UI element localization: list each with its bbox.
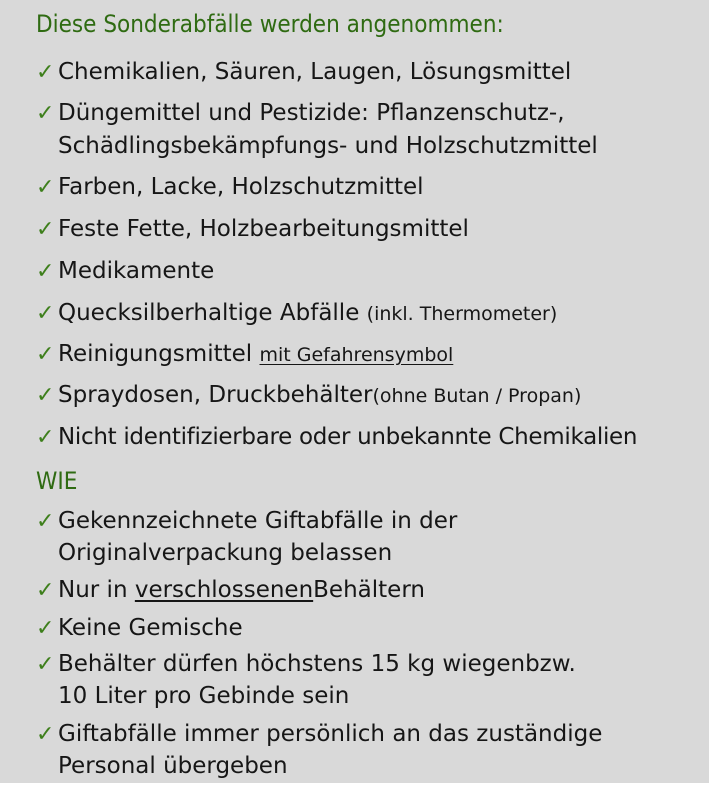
checkmark-icon: ✓ — [36, 652, 55, 677]
checkmark-icon: ✓ — [36, 616, 55, 641]
checkmark-icon: ✓ — [36, 175, 55, 200]
list-item-hand-over-continued: Personal übergeben — [58, 753, 288, 779]
list-item-unknown-chemicals: ✓ Nicht identifizierbare oder unbekannte Chemikalien — [36, 421, 637, 454]
list-item-chemicals: ✓ Chemikalien, Säuren, Laugen, Lösungsmittel — [36, 56, 571, 89]
item-note: (inkl. Thermometer) — [366, 303, 558, 325]
list-item-paints: ✓ Farben, Lacke, Holzschutzmittel — [36, 171, 424, 204]
checkmark-icon: ✓ — [36, 259, 55, 284]
accepted-waste-heading: Diese Sonderabfälle werden angenommen: — [36, 10, 504, 38]
checkmark-icon: ✓ — [36, 578, 55, 603]
list-item-original-packaging: ✓ Gekennzeichnete Giftabfälle in der — [36, 505, 457, 538]
item-note: (ohne Butan / Propan) — [372, 385, 582, 407]
checkmark-icon: ✓ — [36, 101, 55, 126]
checkmark-icon: ✓ — [36, 60, 55, 85]
checkmark-icon: ✓ — [36, 301, 55, 326]
list-item-spray-cans: ✓ Spraydosen, Druckbehälter(ohne Butan / Propan) — [36, 379, 581, 413]
list-item-closed-containers: ✓ Nur in verschlossenenBehältern — [36, 574, 425, 607]
how-heading: WIE — [36, 467, 78, 495]
checkmark-icon: ✓ — [36, 509, 55, 534]
checkmark-icon: ✓ — [36, 722, 55, 747]
list-item-fertilizers: ✓ Düngemittel und Pestizide: Pflanzenschutz-, — [36, 97, 565, 130]
list-item-original-packaging-continued: Originalverpackung belassen — [58, 540, 393, 566]
checkmark-icon: ✓ — [36, 342, 55, 367]
list-item-weight-limit: ✓ Behälter dürfen höchstens 15 kg wiegenbzw. — [36, 648, 576, 681]
list-item-weight-limit-continued: 10 Liter pro Gebinde sein — [58, 683, 350, 709]
item-note: mit Gefahrensymbol — [259, 344, 454, 366]
list-item-medicines: ✓ Medikamente — [36, 255, 214, 288]
list-item-no-mixtures: ✓ Keine Gemische — [36, 612, 243, 645]
checkmark-icon: ✓ — [36, 217, 55, 242]
list-item-hand-over: ✓ Giftabfälle immer persönlich an das zuständige — [36, 718, 602, 751]
list-item-fats: ✓ Feste Fette, Holzbearbeitungsmittel — [36, 213, 469, 246]
checkmark-icon: ✓ — [36, 425, 55, 450]
list-item-cleaning-agents: ✓ Reinigungsmittel mit Gefahrensymbol — [36, 338, 453, 372]
list-item-mercury: ✓ Quecksilberhaltige Abfälle (inkl. Thermometer) — [36, 297, 557, 331]
checkmark-icon: ✓ — [36, 383, 55, 408]
list-item-fertilizers-continued: Schädlingsbekämpfungs- und Holzschutzmittel — [58, 133, 598, 159]
